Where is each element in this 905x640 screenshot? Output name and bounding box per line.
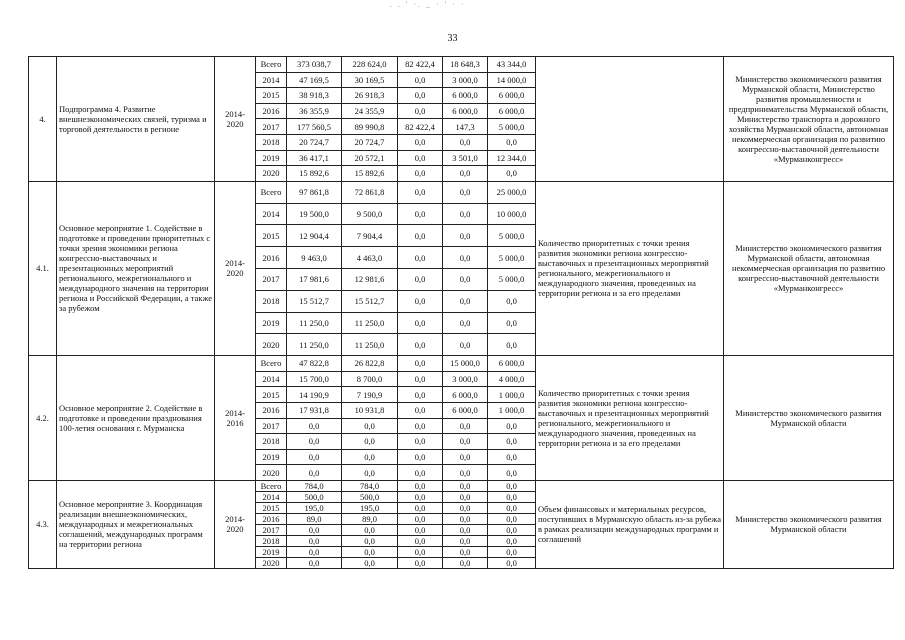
regional-budget-cell: 0,0 bbox=[398, 557, 443, 568]
federal-budget-cell: 11 250,0 bbox=[342, 334, 398, 356]
total-cell: 195,0 bbox=[287, 502, 342, 513]
federal-budget-cell: 26 822,8 bbox=[342, 356, 398, 372]
total-cell: 15 700,0 bbox=[287, 371, 342, 387]
regional-budget-cell: 0,0 bbox=[398, 434, 443, 450]
total-cell: 12 904,4 bbox=[287, 225, 342, 247]
total-cell: 9 463,0 bbox=[287, 247, 342, 269]
year-cell: 2018 bbox=[256, 134, 287, 150]
item-number: 4.1. bbox=[29, 181, 57, 355]
table-row bbox=[29, 57, 894, 73]
federal-budget-cell: 0,0 bbox=[342, 449, 398, 465]
total-cell: 177 560,5 bbox=[287, 119, 342, 135]
extra-budget-cell: 0,0 bbox=[488, 513, 536, 524]
year-cell: Всего bbox=[256, 181, 287, 203]
year-cell: 2014 bbox=[256, 491, 287, 502]
regional-budget-cell: 0,0 bbox=[398, 449, 443, 465]
item-number: 4.2. bbox=[29, 356, 57, 481]
year-cell: 2014 bbox=[256, 203, 287, 225]
indicator-cell: Объем финансовых и материальных ресурсов, поступивших в Мурманскую область из-за рубежа в рамках реализации международных программ и соглашений bbox=[536, 480, 724, 568]
total-cell: 0,0 bbox=[287, 418, 342, 434]
year-cell: 2014 bbox=[256, 72, 287, 88]
regional-budget-cell: 0,0 bbox=[398, 524, 443, 535]
year-cell: 2018 bbox=[256, 535, 287, 546]
regional-budget-cell: 0,0 bbox=[398, 181, 443, 203]
extra-budget-cell: 0,0 bbox=[488, 449, 536, 465]
regional-budget-cell: 0,0 bbox=[398, 465, 443, 481]
municipal-budget-cell: 3 501,0 bbox=[443, 150, 488, 166]
responsible-cell: Министерство экономического развития Мурманской области, Министерство развития промышленности и предпринимательства Мурманской области, Министерство транспорта и дорожного хозяйства Мурманской области, автономная некоммерческая организация по развитию конгрессно-выставочной деятельности «Мурманконгресс» bbox=[724, 57, 894, 182]
federal-budget-cell: 500,0 bbox=[342, 491, 398, 502]
regional-budget-cell: 0,0 bbox=[398, 88, 443, 104]
total-cell: 373 038,7 bbox=[287, 57, 342, 73]
year-cell: 2014 bbox=[256, 371, 287, 387]
total-cell: 0,0 bbox=[287, 524, 342, 535]
municipal-budget-cell: 0,0 bbox=[443, 203, 488, 225]
total-cell: 38 918,3 bbox=[287, 88, 342, 104]
year-cell: 2020 bbox=[256, 166, 287, 182]
federal-budget-cell: 8 700,0 bbox=[342, 371, 398, 387]
responsible-cell: Министерство экономического развития Мурманской области, автономная некоммерческая организация по развитию конгрессно-выставочной деятельности «Мурманконгресс» bbox=[724, 181, 894, 355]
total-cell: 0,0 bbox=[287, 434, 342, 450]
page-number: 33 bbox=[447, 33, 458, 44]
federal-budget-cell: 4 463,0 bbox=[342, 247, 398, 269]
total-cell: 97 861,8 bbox=[287, 181, 342, 203]
total-cell: 47 169,5 bbox=[287, 72, 342, 88]
federal-budget-cell: 0,0 bbox=[342, 418, 398, 434]
total-cell: 36 417,1 bbox=[287, 150, 342, 166]
year-cell: 2018 bbox=[256, 290, 287, 312]
municipal-budget-cell: 0,0 bbox=[443, 491, 488, 502]
extra-budget-cell: 5 000,0 bbox=[488, 247, 536, 269]
federal-budget-cell: 0,0 bbox=[342, 524, 398, 535]
regional-budget-cell: 0,0 bbox=[398, 203, 443, 225]
municipal-budget-cell: 18 648,3 bbox=[443, 57, 488, 73]
year-cell: 2018 bbox=[256, 434, 287, 450]
extra-budget-cell: 0,0 bbox=[488, 434, 536, 450]
extra-budget-cell: 1 000,0 bbox=[488, 387, 536, 403]
total-cell: 0,0 bbox=[287, 546, 342, 557]
extra-budget-cell: 0,0 bbox=[488, 524, 536, 535]
item-period: 2014-2020 bbox=[215, 480, 256, 568]
extra-budget-cell: 5 000,0 bbox=[488, 119, 536, 135]
item-name: Основное мероприятие 2. Содействие в подготовке и проведении празднования 100-летия основания г. Мурманска bbox=[57, 356, 215, 481]
item-period: 2014-2020 bbox=[215, 181, 256, 355]
year-cell: 2016 bbox=[256, 402, 287, 418]
year-cell: 2016 bbox=[256, 247, 287, 269]
item-number: 4.3. bbox=[29, 480, 57, 568]
municipal-budget-cell: 0,0 bbox=[443, 134, 488, 150]
federal-budget-cell: 0,0 bbox=[342, 535, 398, 546]
regional-budget-cell: 0,0 bbox=[398, 546, 443, 557]
extra-budget-cell: 0,0 bbox=[488, 491, 536, 502]
regional-budget-cell: 0,0 bbox=[398, 387, 443, 403]
item-name: Основное мероприятие 1. Содействие в подготовке и проведении приоритетных с точки зрения экономики региона конгрессно-выставочных и презентационных мероприятий регионального, межрегионального и международного значения на территории региона и Российской Федерации, а также за рубежом bbox=[57, 181, 215, 355]
extra-budget-cell: 14 000,0 bbox=[488, 72, 536, 88]
regional-budget-cell: 0,0 bbox=[398, 418, 443, 434]
year-cell: 2015 bbox=[256, 387, 287, 403]
municipal-budget-cell: 0,0 bbox=[443, 434, 488, 450]
municipal-budget-cell: 6 000,0 bbox=[443, 402, 488, 418]
extra-budget-cell: 0,0 bbox=[488, 480, 536, 491]
federal-budget-cell: 10 931,8 bbox=[342, 402, 398, 418]
federal-budget-cell: 0,0 bbox=[342, 546, 398, 557]
extra-budget-cell: 6 000,0 bbox=[488, 88, 536, 104]
municipal-budget-cell: 0,0 bbox=[443, 418, 488, 434]
federal-budget-cell: 20 572,1 bbox=[342, 150, 398, 166]
municipal-budget-cell: 3 000,0 bbox=[443, 72, 488, 88]
year-cell: 2020 bbox=[256, 465, 287, 481]
year-cell: 2016 bbox=[256, 513, 287, 524]
federal-budget-cell: 784,0 bbox=[342, 480, 398, 491]
federal-budget-cell: 7 904,4 bbox=[342, 225, 398, 247]
regional-budget-cell: 82 422,4 bbox=[398, 119, 443, 135]
year-cell: 2017 bbox=[256, 524, 287, 535]
total-cell: 20 724,7 bbox=[287, 134, 342, 150]
total-cell: 15 512,7 bbox=[287, 290, 342, 312]
federal-budget-cell: 195,0 bbox=[342, 502, 398, 513]
municipal-budget-cell: 15 000,0 bbox=[443, 356, 488, 372]
total-cell: 15 892,6 bbox=[287, 166, 342, 182]
program-table bbox=[28, 56, 894, 569]
regional-budget-cell: 0,0 bbox=[398, 402, 443, 418]
total-cell: 784,0 bbox=[287, 480, 342, 491]
municipal-budget-cell: 6 000,0 bbox=[443, 88, 488, 104]
total-cell: 11 250,0 bbox=[287, 312, 342, 334]
federal-budget-cell: 9 500,0 bbox=[342, 203, 398, 225]
responsible-cell: Министерство экономического развития Мурманской области bbox=[724, 356, 894, 481]
extra-budget-cell: 1 000,0 bbox=[488, 402, 536, 418]
municipal-budget-cell: 0,0 bbox=[443, 334, 488, 356]
regional-budget-cell: 0,0 bbox=[398, 166, 443, 182]
municipal-budget-cell: 0,0 bbox=[443, 535, 488, 546]
municipal-budget-cell: 0,0 bbox=[443, 524, 488, 535]
extra-budget-cell: 0,0 bbox=[488, 546, 536, 557]
regional-budget-cell: 0,0 bbox=[398, 268, 443, 290]
extra-budget-cell: 5 000,0 bbox=[488, 268, 536, 290]
regional-budget-cell: 0,0 bbox=[398, 150, 443, 166]
extra-budget-cell: 0,0 bbox=[488, 134, 536, 150]
year-cell: Всего bbox=[256, 480, 287, 491]
federal-budget-cell: 20 724,7 bbox=[342, 134, 398, 150]
regional-budget-cell: 0,0 bbox=[398, 225, 443, 247]
extra-budget-cell: 6 000,0 bbox=[488, 356, 536, 372]
extra-budget-cell: 10 000,0 bbox=[488, 203, 536, 225]
responsible-cell: Министерство экономического развития Мурманской области bbox=[724, 480, 894, 568]
indicator-cell: Количество приоритетных с точки зрения развития экономики региона конгрессно-выставочных и презентационных мероприятий регионального, межрегионального и международного значения, проведенных на территории региона и за его пределами bbox=[536, 356, 724, 481]
total-cell: 14 190,9 bbox=[287, 387, 342, 403]
municipal-budget-cell: 0,0 bbox=[443, 502, 488, 513]
total-cell: 36 355,9 bbox=[287, 103, 342, 119]
extra-budget-cell: 0,0 bbox=[488, 312, 536, 334]
total-cell: 17 981,6 bbox=[287, 268, 342, 290]
regional-budget-cell: 82 422,4 bbox=[398, 57, 443, 73]
extra-budget-cell: 0,0 bbox=[488, 557, 536, 568]
federal-budget-cell: 11 250,0 bbox=[342, 312, 398, 334]
year-cell: 2015 bbox=[256, 88, 287, 104]
extra-budget-cell: 0,0 bbox=[488, 535, 536, 546]
federal-budget-cell: 15 512,7 bbox=[342, 290, 398, 312]
federal-budget-cell: 24 355,9 bbox=[342, 103, 398, 119]
regional-budget-cell: 0,0 bbox=[398, 356, 443, 372]
municipal-budget-cell: 6 000,0 bbox=[443, 387, 488, 403]
extra-budget-cell: 25 000,0 bbox=[488, 181, 536, 203]
regional-budget-cell: 0,0 bbox=[398, 513, 443, 524]
regional-budget-cell: 0,0 bbox=[398, 334, 443, 356]
total-cell: 17 931,8 bbox=[287, 402, 342, 418]
item-period: 2014-2016 bbox=[215, 356, 256, 481]
total-cell: 11 250,0 bbox=[287, 334, 342, 356]
regional-budget-cell: 0,0 bbox=[398, 103, 443, 119]
federal-budget-cell: 15 892,6 bbox=[342, 166, 398, 182]
municipal-budget-cell: 0,0 bbox=[443, 268, 488, 290]
municipal-budget-cell: 147,3 bbox=[443, 119, 488, 135]
year-cell: 2017 bbox=[256, 268, 287, 290]
federal-budget-cell: 0,0 bbox=[342, 557, 398, 568]
municipal-budget-cell: 0,0 bbox=[443, 166, 488, 182]
extra-budget-cell: 0,0 bbox=[488, 290, 536, 312]
municipal-budget-cell: 0,0 bbox=[443, 312, 488, 334]
regional-budget-cell: 0,0 bbox=[398, 480, 443, 491]
year-cell: Всего bbox=[256, 356, 287, 372]
municipal-budget-cell: 0,0 bbox=[443, 225, 488, 247]
extra-budget-cell: 0,0 bbox=[488, 166, 536, 182]
federal-budget-cell: 0,0 bbox=[342, 465, 398, 481]
extra-budget-cell: 0,0 bbox=[488, 502, 536, 513]
federal-budget-cell: 72 861,8 bbox=[342, 181, 398, 203]
federal-budget-cell: 0,0 bbox=[342, 434, 398, 450]
table-row bbox=[29, 181, 894, 203]
municipal-budget-cell: 6 000,0 bbox=[443, 103, 488, 119]
regional-budget-cell: 0,0 bbox=[398, 502, 443, 513]
year-cell: Всего bbox=[256, 57, 287, 73]
regional-budget-cell: 0,0 bbox=[398, 134, 443, 150]
federal-budget-cell: 7 190,9 bbox=[342, 387, 398, 403]
regional-budget-cell: 0,0 bbox=[398, 312, 443, 334]
extra-budget-cell: 4 000,0 bbox=[488, 371, 536, 387]
item-period: 2014-2020 bbox=[215, 57, 256, 182]
regional-budget-cell: 0,0 bbox=[398, 290, 443, 312]
indicator-cell: Количество приоритетных с точки зрения развития экономики региона конгрессно-выставочных и презентационных мероприятий регионального, межрегионального и международного значения, проведенных на территории региона и за его пределами bbox=[536, 181, 724, 355]
federal-budget-cell: 89,0 bbox=[342, 513, 398, 524]
year-cell: 2019 bbox=[256, 449, 287, 465]
total-cell: 89,0 bbox=[287, 513, 342, 524]
municipal-budget-cell: 0,0 bbox=[443, 290, 488, 312]
extra-budget-cell: 43 344,0 bbox=[488, 57, 536, 73]
extra-budget-cell: 0,0 bbox=[488, 334, 536, 356]
year-cell: 2020 bbox=[256, 334, 287, 356]
table-row bbox=[29, 356, 894, 372]
year-cell: 2015 bbox=[256, 502, 287, 513]
municipal-budget-cell: 0,0 bbox=[443, 181, 488, 203]
municipal-budget-cell: 0,0 bbox=[443, 247, 488, 269]
regional-budget-cell: 0,0 bbox=[398, 371, 443, 387]
regional-budget-cell: 0,0 bbox=[398, 247, 443, 269]
municipal-budget-cell: 0,0 bbox=[443, 449, 488, 465]
federal-budget-cell: 30 169,5 bbox=[342, 72, 398, 88]
table-row bbox=[29, 480, 894, 491]
municipal-budget-cell: 0,0 bbox=[443, 546, 488, 557]
year-cell: 2017 bbox=[256, 119, 287, 135]
scan-artifact: . . ' ·. _ · ' · · bbox=[390, 0, 466, 9]
extra-budget-cell: 0,0 bbox=[488, 465, 536, 481]
year-cell: 2020 bbox=[256, 557, 287, 568]
item-number: 4. bbox=[29, 57, 57, 182]
total-cell: 19 500,0 bbox=[287, 203, 342, 225]
federal-budget-cell: 228 624,0 bbox=[342, 57, 398, 73]
extra-budget-cell: 12 344,0 bbox=[488, 150, 536, 166]
federal-budget-cell: 12 981,6 bbox=[342, 268, 398, 290]
indicator-cell bbox=[536, 57, 724, 182]
federal-budget-cell: 26 918,3 bbox=[342, 88, 398, 104]
regional-budget-cell: 0,0 bbox=[398, 491, 443, 502]
total-cell: 47 822,8 bbox=[287, 356, 342, 372]
municipal-budget-cell: 0,0 bbox=[443, 480, 488, 491]
item-name: Основное мероприятие 3. Координация реализации внешнеэкономических, международных и межрегиональных соглашений, международных программ на территории региона bbox=[57, 480, 215, 568]
municipal-budget-cell: 0,0 bbox=[443, 557, 488, 568]
municipal-budget-cell: 0,0 bbox=[443, 465, 488, 481]
municipal-budget-cell: 0,0 bbox=[443, 513, 488, 524]
total-cell: 0,0 bbox=[287, 449, 342, 465]
extra-budget-cell: 6 000,0 bbox=[488, 103, 536, 119]
item-name: Подпрограмма 4. Развитие внешнеэкономических связей, туризма и торговой деятельности в регионе bbox=[57, 57, 215, 182]
table-body bbox=[29, 57, 894, 569]
total-cell: 0,0 bbox=[287, 557, 342, 568]
year-cell: 2016 bbox=[256, 103, 287, 119]
year-cell: 2019 bbox=[256, 312, 287, 334]
total-cell: 500,0 bbox=[287, 491, 342, 502]
federal-budget-cell: 89 990,8 bbox=[342, 119, 398, 135]
total-cell: 0,0 bbox=[287, 465, 342, 481]
regional-budget-cell: 0,0 bbox=[398, 535, 443, 546]
municipal-budget-cell: 3 000,0 bbox=[443, 371, 488, 387]
year-cell: 2015 bbox=[256, 225, 287, 247]
year-cell: 2019 bbox=[256, 546, 287, 557]
total-cell: 0,0 bbox=[287, 535, 342, 546]
extra-budget-cell: 0,0 bbox=[488, 418, 536, 434]
extra-budget-cell: 5 000,0 bbox=[488, 225, 536, 247]
regional-budget-cell: 0,0 bbox=[398, 72, 443, 88]
year-cell: 2017 bbox=[256, 418, 287, 434]
year-cell: 2019 bbox=[256, 150, 287, 166]
